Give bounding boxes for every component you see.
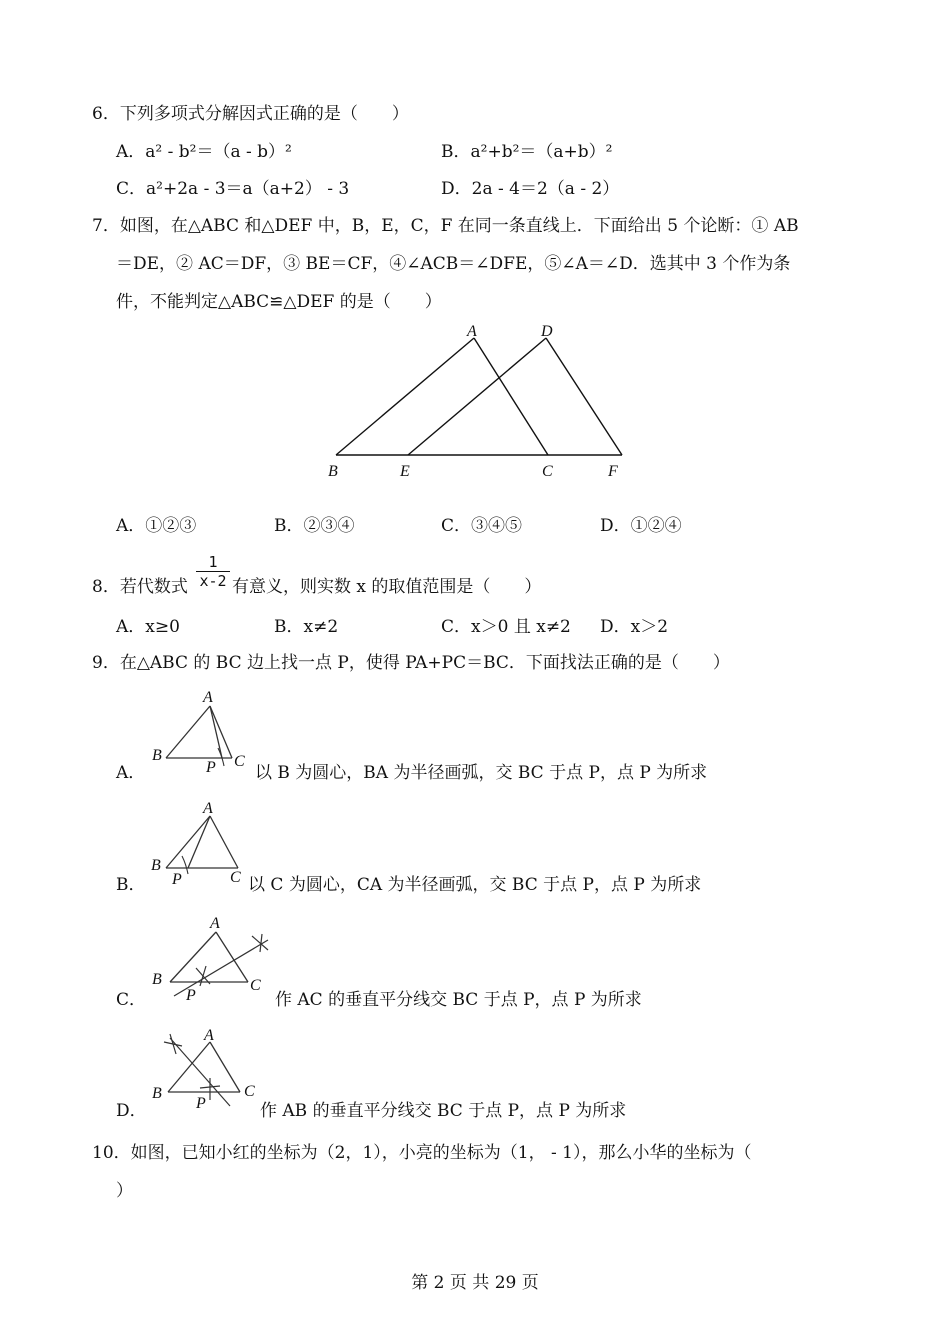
label-a: A <box>204 1027 214 1044</box>
segment-AC <box>474 338 548 455</box>
fraction-denominator: x-2 <box>199 572 227 590</box>
q9-figure-c <box>148 910 278 1005</box>
q8-stem-prefix: 8．若代数式 <box>92 577 188 597</box>
vertex-label-e: E <box>400 463 410 480</box>
option-label: B． <box>274 617 304 637</box>
label-p: P <box>186 987 196 1004</box>
q9-option-d-label: D． <box>116 1101 147 1121</box>
q9-option-b-text: 以 C 为圆心，CA 为半径画弧，交 BC 于点 P，点 P 为所求 <box>248 875 702 895</box>
label-c: C <box>244 1083 255 1100</box>
q9-option-c-label: C． <box>116 990 147 1010</box>
q6-option-b <box>441 142 612 162</box>
label-a: A <box>203 689 213 706</box>
q8-stem-suffix: 有意义，则实数 x 的取值范围是（ ） <box>232 577 542 597</box>
q7-option-b <box>274 516 355 536</box>
option-text: x≥0 <box>145 617 180 637</box>
label-p: P <box>196 1095 206 1112</box>
option-label: D． <box>600 617 631 637</box>
q9-stem: 9．在△ABC 的 BC 边上找一点 P，使得 PA+PC＝BC．下面找法正确的是（ ） <box>92 653 730 673</box>
q7-triangles-figure <box>320 320 640 485</box>
q9-option-a-text: 以 B 为圆心，BA 为半径画弧，交 BC 于点 P，点 P 为所求 <box>255 763 708 783</box>
vertex-label-b: B <box>328 463 338 480</box>
q8-option-d <box>600 617 668 637</box>
option-text: ②③④ <box>303 516 355 536</box>
q6-option-c <box>116 179 349 199</box>
q8-fraction <box>196 553 230 590</box>
q8-option-b <box>274 617 338 637</box>
label-b: B <box>151 857 161 874</box>
option-text: 2a - 4＝2（a - 2） <box>471 179 620 199</box>
segment-BA <box>336 338 474 455</box>
option-label: C． <box>441 617 472 637</box>
vertex-label-d: D <box>541 323 553 340</box>
option-text: ①②③ <box>145 516 197 536</box>
q6-stem: 6．下列多项式分解因式正确的是（ ） <box>92 104 409 124</box>
option-label: A． <box>116 617 146 637</box>
q7-stem-line2: ＝DE，② AC＝DF，③ BE＝CF，④∠ACB＝∠DFE，⑤∠A＝∠D．选其中 3 个作为条 <box>116 254 791 274</box>
q7-option-a <box>116 516 196 536</box>
segment-ED <box>408 338 546 455</box>
option-label: C． <box>441 516 472 536</box>
label-b: B <box>152 1085 162 1102</box>
vertex-label-f: F <box>608 463 618 480</box>
q7-stem-line3: 件，不能判定△ABC≌△DEF 的是（ ） <box>116 292 442 312</box>
option-text: a²+b²＝（a+b）² <box>470 142 613 162</box>
q9-option-c-text: 作 AC 的垂直平分线交 BC 于点 P，点 P 为所求 <box>275 990 642 1010</box>
label-b: B <box>152 971 162 988</box>
q7-option-c <box>441 516 522 536</box>
q6-option-d <box>441 179 619 199</box>
q9-figure-a <box>148 686 253 776</box>
q9-option-a-label: A． <box>116 763 146 783</box>
option-label: D． <box>441 179 472 199</box>
option-text: ①②④ <box>630 516 682 536</box>
option-text: a² - b²＝（a - b）² <box>145 142 292 162</box>
q9-figure-b <box>148 798 253 890</box>
option-label: D． <box>600 516 631 536</box>
label-p: P <box>172 871 182 888</box>
q8-option-a <box>116 617 180 637</box>
q9-option-d-text: 作 AB 的垂直平分线交 BC 于点 P，点 P 为所求 <box>260 1101 627 1121</box>
option-label: A． <box>116 142 146 162</box>
option-text: ③④⑤ <box>471 516 523 536</box>
option-label: B． <box>441 142 471 162</box>
q9-option-b-label: B． <box>116 875 146 895</box>
q7-option-d <box>600 516 682 536</box>
q8-option-c <box>441 617 571 637</box>
option-text: x≠2 <box>303 617 339 637</box>
option-label: A． <box>116 516 146 536</box>
label-p: P <box>206 759 216 776</box>
segment-DF <box>546 338 622 455</box>
vertex-label-a: A <box>467 323 477 340</box>
fraction-numerator: 1 <box>208 553 218 571</box>
option-text: a²+2a - 3＝a（a+2） - 3 <box>146 179 350 199</box>
label-b: B <box>152 747 162 764</box>
q10-stem-line2: ） <box>116 1181 133 1201</box>
label-c: C <box>230 869 241 886</box>
option-label: C． <box>116 179 147 199</box>
option-text: x＞2 <box>630 617 669 637</box>
q6-option-a <box>116 142 292 162</box>
q9-figure-d <box>148 1024 263 1116</box>
label-a: A <box>210 915 220 932</box>
label-c: C <box>234 753 245 770</box>
q10-stem-line1: 10．如图，已知小红的坐标为（2，1），小亮的坐标为（1， - 1），那么小华的坐标为（ <box>92 1143 752 1163</box>
q7-stem-line1: 7．如图，在△ABC 和△DEF 中，B，E，C，F 在同一条直线上．下面给出 5 个论断：① AB <box>92 216 799 236</box>
vertex-label-c: C <box>542 463 553 480</box>
page-number-footer: 第 2 页 共 29 页 <box>411 1273 539 1293</box>
option-text: x＞0 且 x≠2 <box>471 617 571 637</box>
label-c: C <box>250 977 261 994</box>
label-a: A <box>203 800 213 817</box>
option-label: B． <box>274 516 304 536</box>
